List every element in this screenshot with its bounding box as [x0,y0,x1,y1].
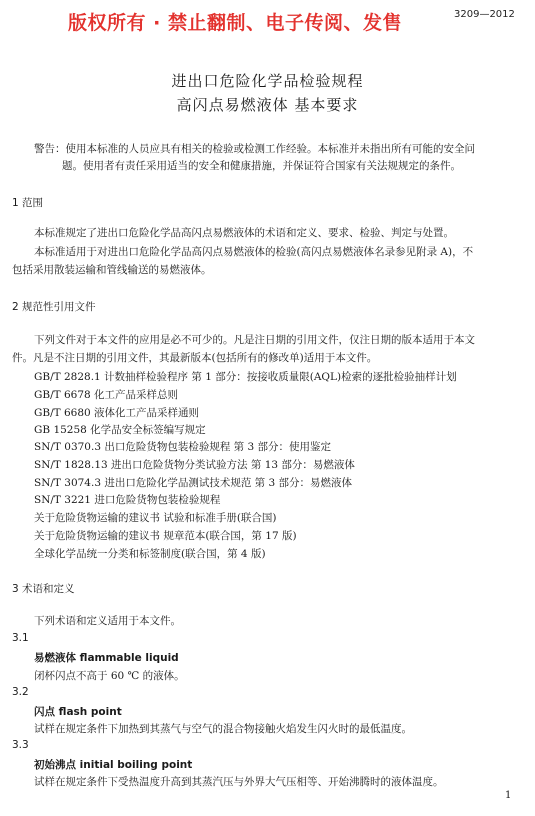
document-title-line1: 进出口危险化学品检验规程 [171,72,364,90]
section-2-intro-line2: 件。凡是不注日期的引用文件，其最新版本(包括所有的修改单)适用于本文件。 [12,352,378,364]
term-definition: 试样在规定条件下受热温度升高到其蒸汽压与外界大气压相等、开始沸腾时的液体温度。 [34,776,444,788]
reference-item: 全球化学品统一分类和标签制度(联合国，第 4 版) [34,548,266,560]
reference-item: SN/T 1828.13 进出口危险货物分类试验方法 第 13 部分：易燃液体 [34,459,355,471]
section-1-para1: 本标准规定了进出口危险化学品高闪点易燃液体的术语和定义、要求、检验、判定与处置。 [34,227,454,239]
section-1-heading: 1 范围 [12,197,44,209]
reference-item: 关于危险货物运输的建议书 试验和标准手册(联合国) [34,512,277,524]
section-2-intro-line1: 下列文件对于本文件的应用是必不可少的。凡是注日期的引用文件，仅注日期的版本适用于本文 [34,334,475,346]
reference-item: GB/T 6680 液体化工产品采样通则 [34,407,200,419]
section-3-heading: 3 术语和定义 [12,583,75,595]
standard-code: 3209—2012 [454,9,515,20]
reference-item: 关于危险货物运输的建议书 规章范本(联合国，第 17 版) [34,530,297,542]
section-1-para2-line1: 本标准适用于对进出口危险化学品高闪点易燃液体的检验(高闪点易燃液体名录参见附录 A)，不 [34,246,474,258]
reference-item: SN/T 0370.3 出口危险货物包装检验规程 第 3 部分：使用鉴定 [34,441,332,453]
term-number: 3.2 [12,686,29,698]
section-1-para2-line2: 包括采用散装运输和管线输送的易燃液体。 [12,264,212,276]
reference-item: SN/T 3221 进口危险货物包装检验规程 [34,494,221,506]
reference-item: GB/T 2828.1 计数抽样检验程序 第 1 部分：按接收质量限(AQL)检索的逐批检验抽样计划 [34,371,457,383]
reference-item: GB/T 6678 化工产品采样总则 [34,389,179,401]
section-2-heading: 2 规范性引用文件 [12,301,96,313]
warning-line2: 题。使用者有责任采用适当的安全和健康措施，并保证符合国家有关法规规定的条件。 [62,160,461,172]
term-number: 3.3 [12,739,29,751]
term-number: 3.1 [12,632,29,644]
warning-line1: 警告：使用本标准的人员应具有相关的检验或检测工作经验。本标准并未指出所有可能的安全问 [34,143,475,155]
page-number: 1 [505,790,512,801]
term-definition: 试样在规定条件下加热到其蒸气与空气的混合物接触火焰发生闪火时的最低温度。 [34,723,412,735]
term-name: 闪点 flash point [34,706,122,718]
document-title-line2: 高闪点易燃液体 基本要求 [176,96,359,114]
reference-item: GB 15258 化学品安全标签编写规定 [34,424,206,436]
copyright-watermark: 版权所有 · 禁止翻制、电子传阅、发售 [68,12,402,34]
term-name: 初始沸点 initial boiling point [34,759,193,771]
reference-item: SN/T 3074.3 进出口危险化学品测试技术规范 第 3 部分：易燃液体 [34,477,353,489]
section-3-intro: 下列术语和定义适用于本文件。 [34,615,181,627]
term-definition: 闭杯闪点不高于 60 ℃ 的液体。 [34,670,185,682]
term-name: 易燃液体 flammable liquid [34,652,179,664]
